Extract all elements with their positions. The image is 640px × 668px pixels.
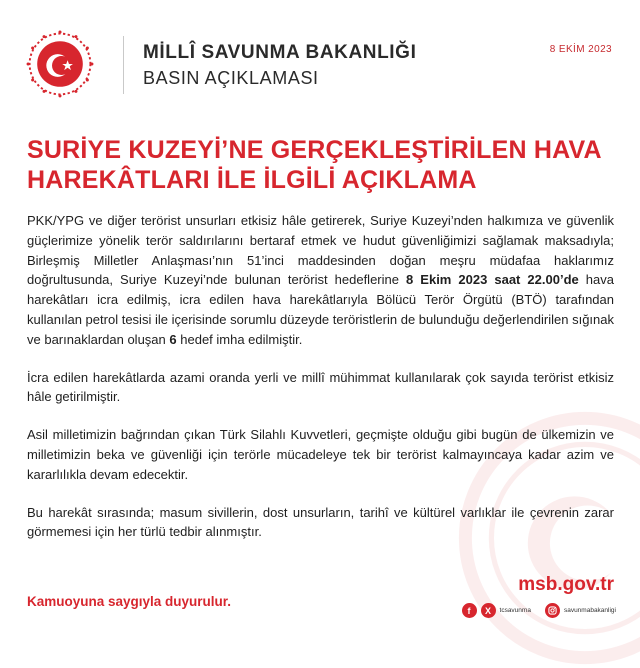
twitter-handle[interactable]: tcsavunma [499, 607, 531, 614]
paragraph-3: Asil milletimizin bağrından çıkan Türk Silahlı Kuvvetleri, geçmişte olduğu gibi bugün de ülkemizin ve milletimizin beka ve güvenliği için terörle mücadeleye tek bir terörist kalmayıncaya kadar azim ve kararlılıkla devam edecektir. [27, 427, 614, 482]
paragraph-4: Bu harekât sırasında; masum sivillerin, dost unsurların, tarihî ve kültürel varlıklar ile çevrenin zarar görmemesi için her türlü tedbir alınmıştır. [27, 504, 614, 540]
release-date: 8 EKİM 2023 [549, 44, 612, 55]
x-twitter-icon[interactable]: X [481, 603, 496, 618]
ministry-emblem-icon [22, 26, 98, 102]
title-line-1: SURİYE KUZEYİ’NE GERÇEKLEŞTİRİLEN HAVA [27, 136, 602, 164]
paragraph-2: İcra edilen harekâtlarda azami oranda yerli ve millî mühimmat kullanılarak çok sayıda terörist etkisiz hâle getirilmiştir. [27, 369, 614, 405]
target-count: 6 [169, 331, 177, 347]
document-type: BASIN AÇIKLAMASI [143, 68, 319, 88]
closing-line: Kamuoyuna saygıyla duyurulur. [27, 594, 232, 609]
title-line-2: HAREKÂTLARI İLE İLGİLİ AÇIKLAMA [27, 166, 477, 194]
paragraph-1: PKK/YPG ve diğer terörist unsurları etkisiz hâle getirerek, Suriye Kuzeyi’nden halkımıza ve güvenlik güçlerimize yönelik terör saldırılarını bertaraf etmek ve hudut güvenliğimizi sağlamak maksadıyla; Birleşmiş Milletler Anlaşması’nın 51’inci maddesinden doğan meşru müdafaa haklarımız doğrultusunda, Suriye Kuzeyi’nde bulunan terörist hedeflerine 8 Ekim 2023 saat 22.00’de hava harekâtları icra edilmiş, icra edilen hava harekâtlarıyla Bölücü Terör Örgütü (BTÖ) tarafından kullanılan petrol tesisi ile içerisinde sorumlu düzeyde teröristlerin de bulunduğu değerlendirilen sığınak ve barınaklardan oluşan 6 hedef imha edilmiştir. [27, 213, 614, 347]
page-title [27, 135, 617, 195]
header-divider [123, 36, 124, 94]
website-link[interactable]: msb.gov.tr [518, 574, 614, 595]
statement-body [27, 211, 614, 560]
ministry-name: MİLLÎ SAVUNMA BAKANLIĞI [143, 42, 417, 63]
social-links [462, 603, 616, 618]
instagram-handle[interactable]: savunmabakanligi [563, 607, 616, 614]
facebook-icon[interactable]: f [462, 603, 477, 618]
strike-datetime: 8 Ekim 2023 saat 22.00’de [406, 272, 579, 288]
instagram-icon[interactable] [545, 603, 560, 618]
